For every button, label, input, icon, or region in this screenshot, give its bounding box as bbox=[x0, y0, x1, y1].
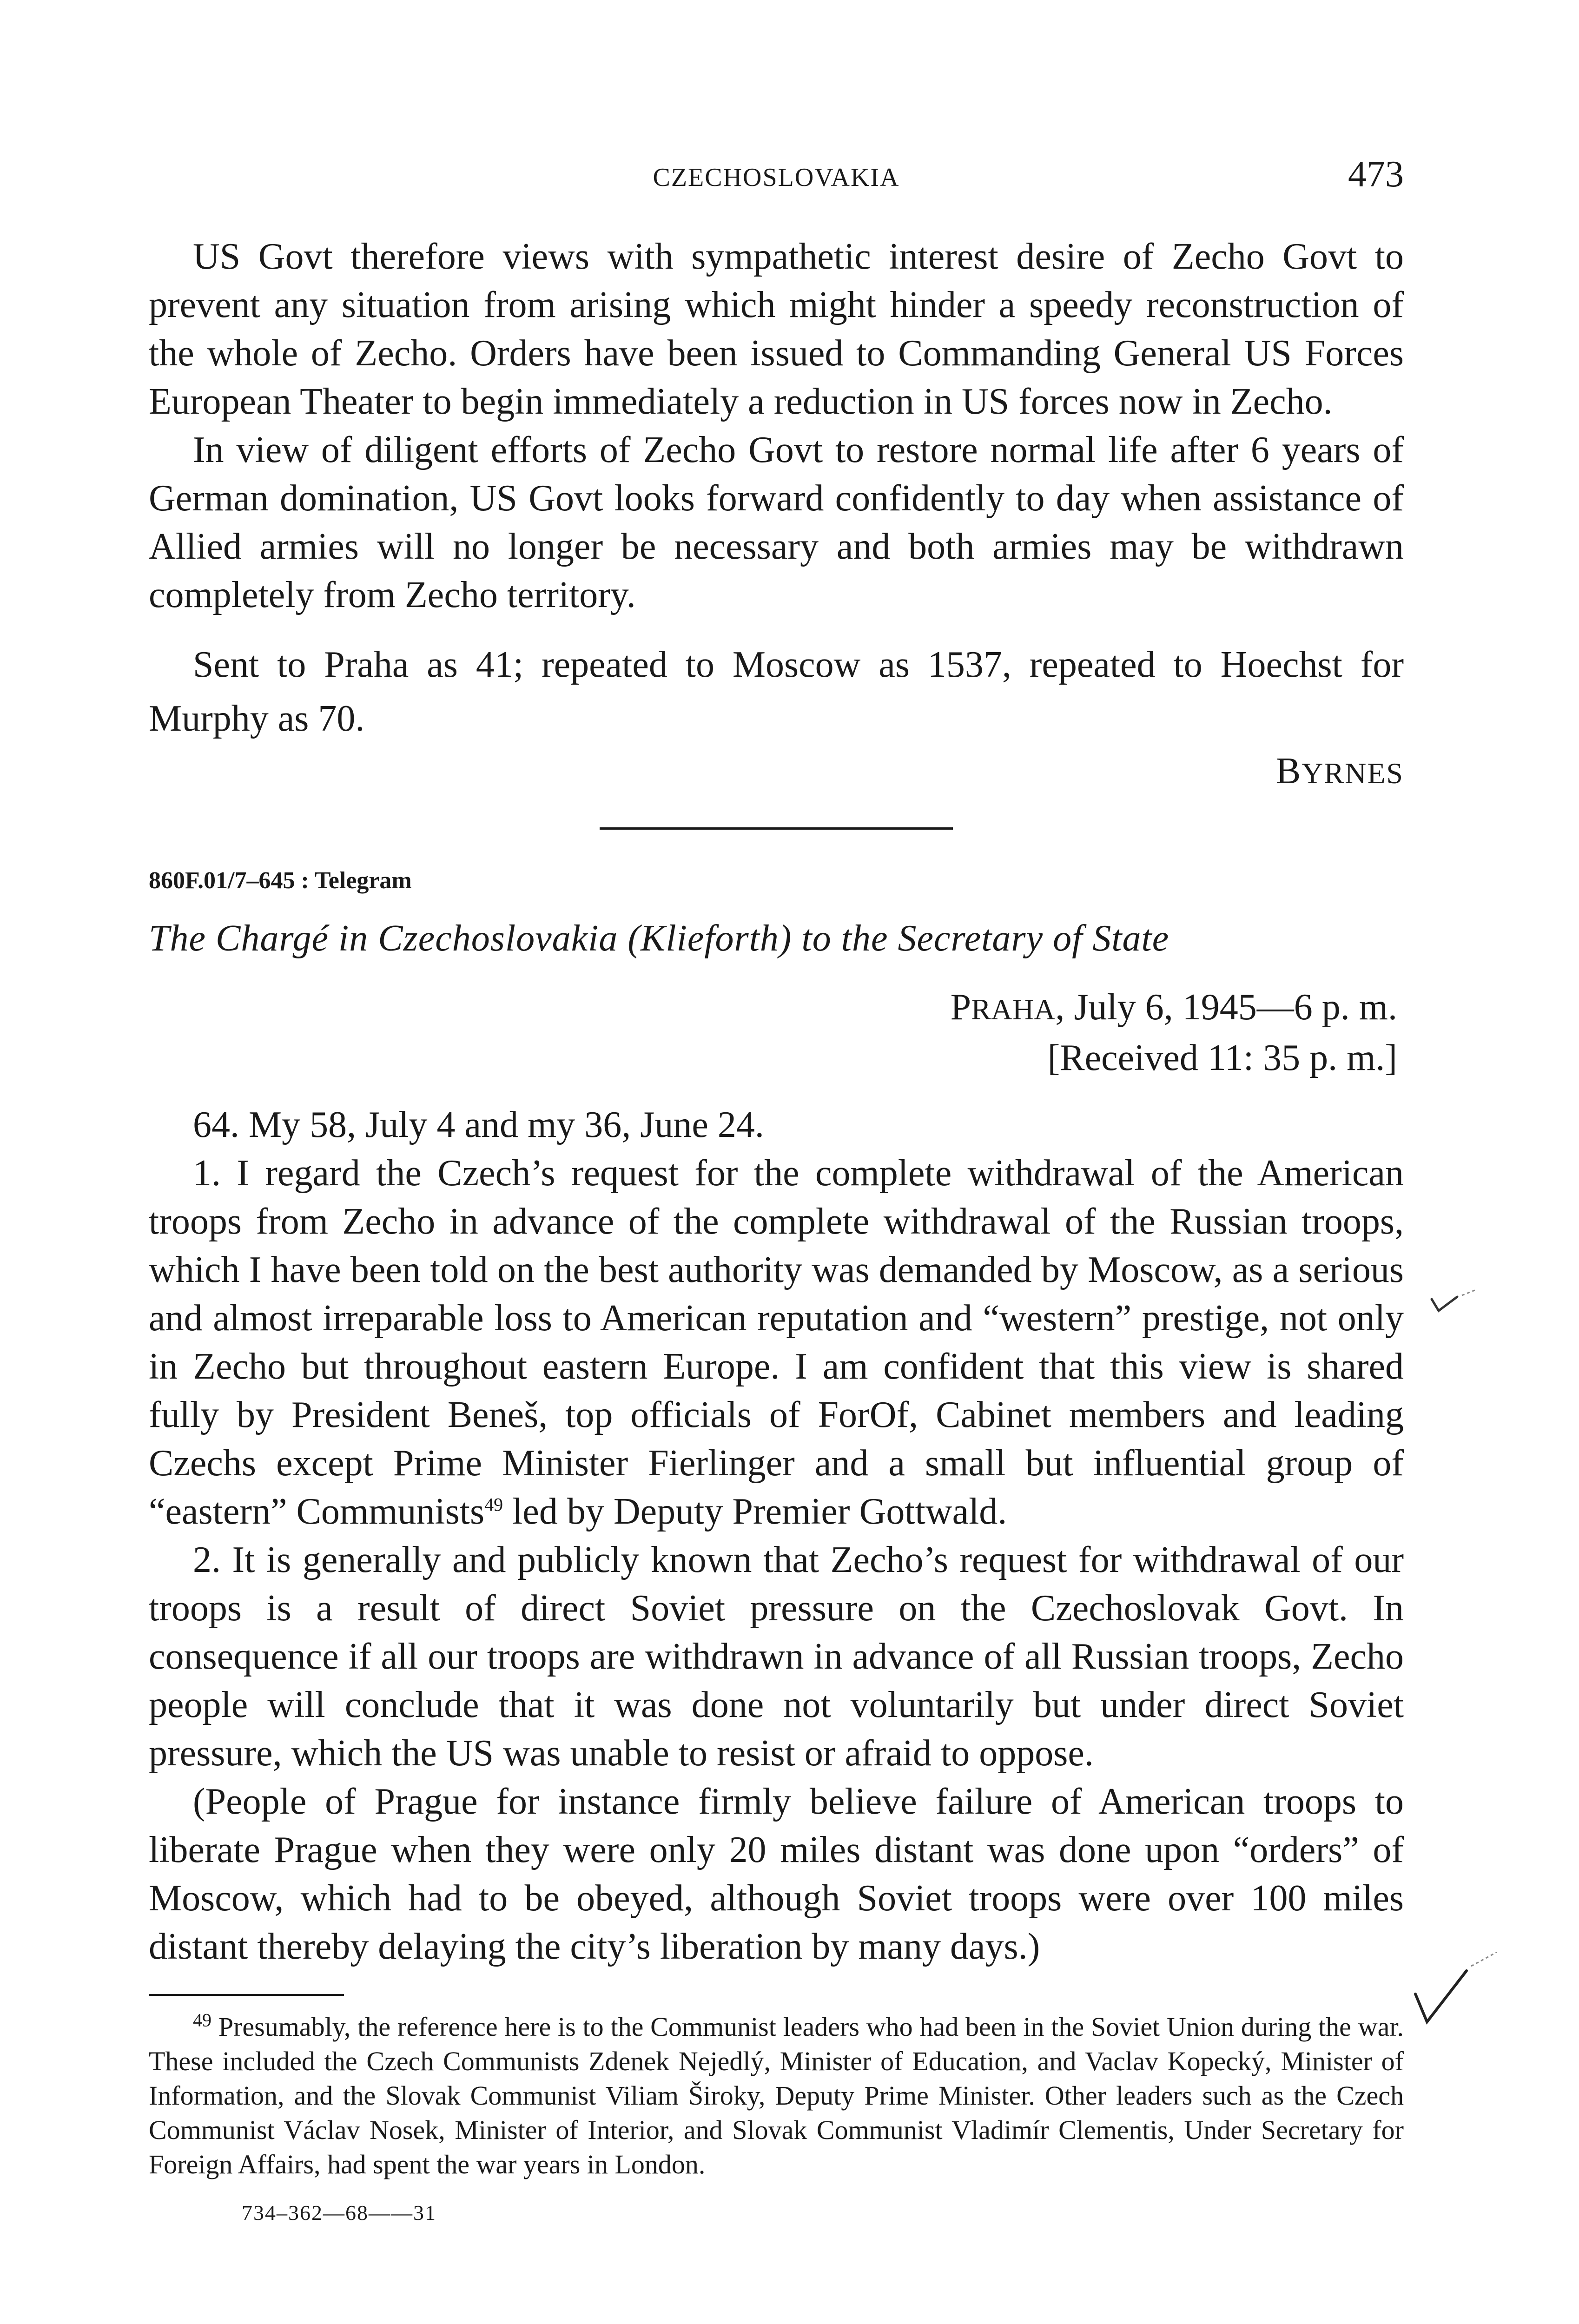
intro-paragraph-2: In view of diligent efforts of Zecho Govt to restore normal life after 6 years of German domination, US Govt looks forward confidently to day when assistance of Allied armies will no longer be necessary and both armies may be withdrawn completely from Zecho territory. bbox=[149, 429, 1404, 615]
intro-paragraph-1: US Govt therefore views with sympathetic interest desire of Zecho Govt to prevent any situation from arising which might hinder a speedy reconstruction of the whole of Zecho. Orders have been issued to Commanding General US Forces European Theater to begin immediately a reduction in US forces now in Zecho. bbox=[149, 236, 1404, 422]
footnote-ref-49: 49 bbox=[484, 1494, 503, 1515]
sent-line: Sent to Praha as 41; repeated to Moscow as 1537, repeated to Hoechst for Murphy as 70. bbox=[149, 644, 1404, 739]
margin-check-mark-icon bbox=[1411, 1952, 1504, 2031]
paragraph-1 bbox=[149, 1149, 1404, 1536]
file-reference: 860F.01/7–645 : Telegram bbox=[149, 867, 412, 894]
paragraph-3: (People of Prague for instance firmly believe failure of American troops to liberate Prague when they were only 20 miles distant was done upon “orders” of Moscow, which had to be obeyed, although Soviet troops were over 100 miles distant thereby delaying the city’s liberation by many days.) bbox=[149, 1781, 1404, 1967]
footnote-49 bbox=[149, 2010, 1404, 2182]
section-divider bbox=[600, 827, 953, 830]
reference-paragraph: 64. My 58, July 4 and my 36, June 24. bbox=[193, 1104, 764, 1145]
page bbox=[149, 153, 1404, 2225]
margin-check-mark-icon bbox=[1429, 1285, 1480, 1318]
running-head: CZECHOSLOVAKIA bbox=[653, 163, 900, 192]
document-title: The Chargé in Czechoslovakia (Klieforth) to the Secretary of State bbox=[149, 918, 1169, 959]
footnote-divider bbox=[149, 1994, 344, 1996]
paragraph-1-end: led by Deputy Premier Gottwald. bbox=[503, 1491, 1007, 1532]
dateline-place-initial: P bbox=[950, 987, 971, 1028]
telegram-body bbox=[149, 1101, 1404, 1971]
page-number: 473 bbox=[1348, 154, 1404, 195]
paragraph-2: 2. It is generally and publicly known that Zecho’s request for withdrawal of our troops is a result of direct Soviet pressure on the Czechoslovak Govt. In consequence if all our troops are withdrawn in advance of all Russian troops, Zecho people will conclude that it was done not voluntarily but under direct Soviet pressure, which the US was unable to resist or afraid to oppose. bbox=[149, 1539, 1404, 1774]
printer-code: 734–362—68——31 bbox=[242, 2201, 436, 2225]
signature-initial: B bbox=[1275, 751, 1302, 792]
page-header bbox=[149, 153, 1404, 209]
dateline-place-rest: RAHA bbox=[971, 993, 1056, 1026]
footnote-number: 49 bbox=[193, 2009, 211, 2031]
signature-rest: YRNES bbox=[1302, 757, 1404, 790]
paragraph-1-text: 1. I regard the Czech’s request for the complete withdrawal of the American troops from Zecho in advance of the complete withdrawal of the Russian troops, which I have been told on the best authority was demanded by Moscow, as a serious and almost irreparable loss to American reputation and “western” prestige, not only in Zecho but throughout eastern Europe. I am confident that this view is shared fully by President Beneš, top officials of ForOf, Cabinet members and leading Czechs except Prime Minister Fierlinger and a small but influential group of “eastern” Communists bbox=[149, 1153, 1404, 1532]
dateline bbox=[149, 983, 1397, 1034]
signature bbox=[149, 750, 1404, 792]
footnote-text: Presumably, the reference here is to the Communist leaders who had been in the Soviet Union during the war. These included the Czech Communists Zdenek Nejedlý, Minister of Education, and Vaclav Kopecký, Minister of Information, and the Slovak Communist Viliam Široky, Deputy Prime Minister. Other leaders such as the Czech Communist Václav Nosek, Minister of Interior, and Slovak Communist Vladimír Clementis, Under Secretary for Foreign Affairs, had spent the war years in London. bbox=[149, 2012, 1404, 2179]
received-line: [Received 11: 35 p. m.] bbox=[1047, 1037, 1397, 1078]
dateline-date: , July 6, 1945—6 p. m. bbox=[1055, 987, 1397, 1028]
